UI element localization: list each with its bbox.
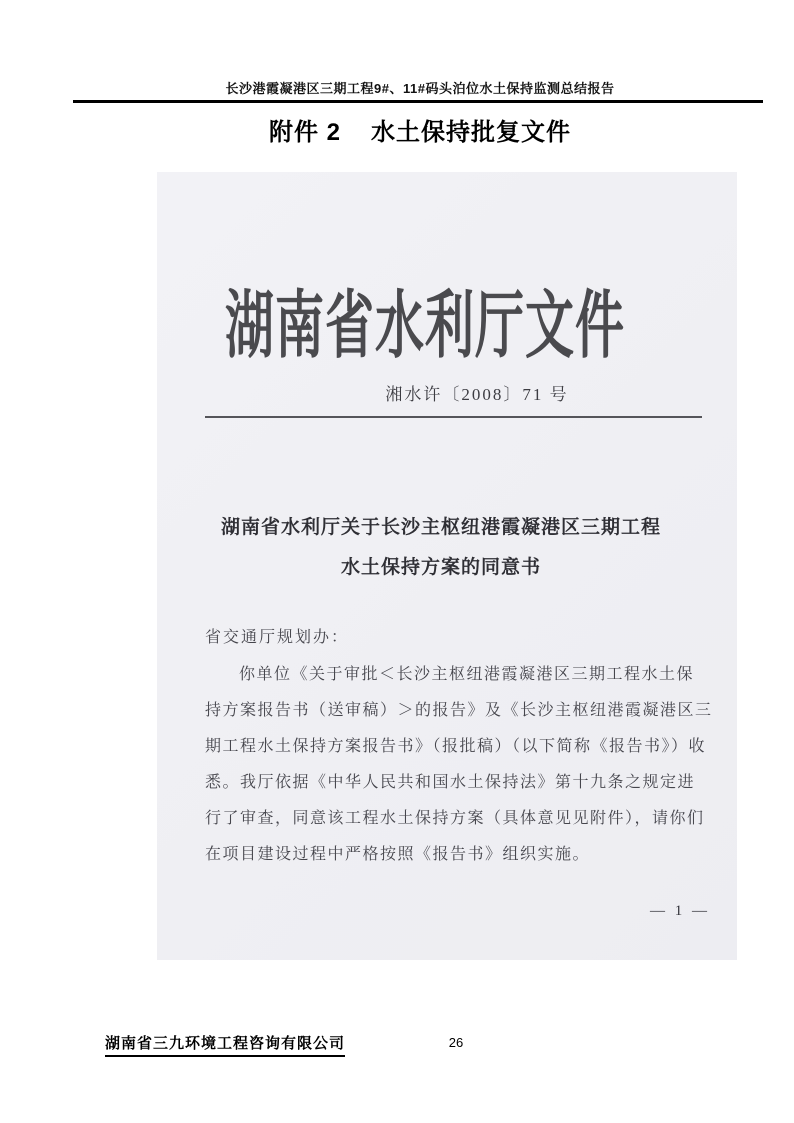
body-line: 在项目建设过程中严格按照《报告书》组织实施。 [205,846,591,863]
document-masthead: 湖南省水利厅文件 [224,284,625,367]
document-title-line-1: 湖南省水利厅关于长沙主枢纽港霞凝港区三期工程 [220,517,661,538]
body-line: 持方案报告书（送审稿）＞的报告》及《长沙主枢纽港霞凝港区三 [205,702,713,719]
document-number-rule [205,416,702,418]
document-title-line-2: 水土保持方案的同意书 [340,557,541,578]
document-title [157,508,725,588]
body-line: 悉。我厅依据《中华人民共和国水土保持法》第十九条之规定进 [205,774,696,791]
document-salutation: 省交通厅规划办： [205,629,350,646]
attachment-heading [46,112,794,147]
report-header-title: 长沙港霞凝港区三期工程9#、11#码头泊位水土保持监测总结报告 [225,81,615,96]
header-rule [73,100,763,103]
body-line: 行了审查，同意该工程水土保持方案（具体意见见附件），请你们 [205,810,705,827]
footer-page-number: 26 [448,1035,464,1050]
attachment-label: 附件 2 [268,119,341,146]
attachment-title: 水土保持批复文件 [371,119,571,146]
scanned-page-number: — 1 — [650,903,710,919]
body-line: 期工程水土保持方案报告书》（报批稿）（以下简称《报告书》）收 [205,738,707,755]
footer-company-name: 湖南省三九环境工程咨询有限公司 [105,1032,345,1057]
document-body [205,657,713,873]
body-line: 你单位《关于审批＜长沙主枢纽港霞凝港区三期工程水土保 [239,666,695,683]
scanned-document [157,172,737,960]
document-number: 湘水许〔2008〕71 号 [385,385,569,404]
